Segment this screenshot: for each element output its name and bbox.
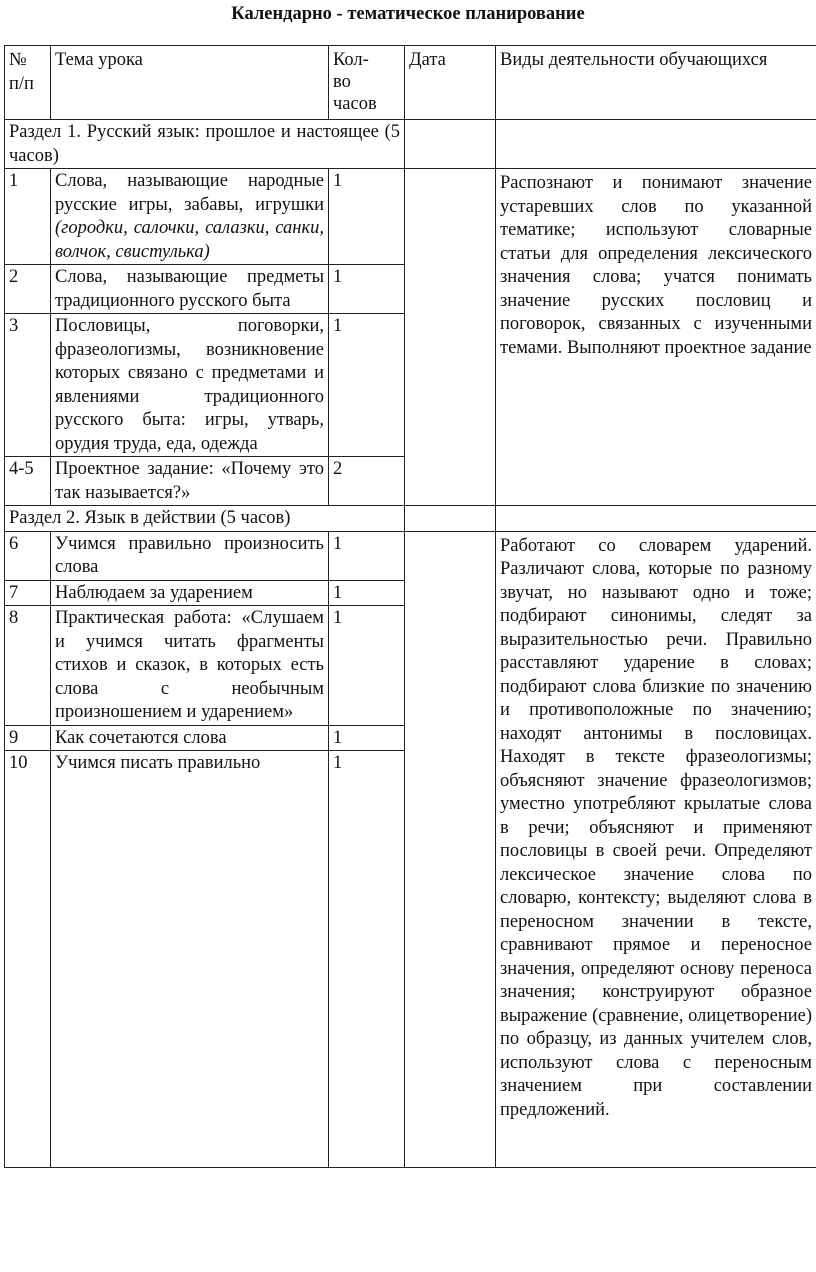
row-num: 9 <box>5 725 51 751</box>
date-cell <box>405 531 496 1168</box>
section-title: Раздел 2. Язык в действии (5 часов) <box>5 506 405 532</box>
header-hours-line-1: Кол- <box>333 50 369 70</box>
row-topic: Наблюдаем за ударением <box>51 580 329 606</box>
header-date: Дата <box>405 46 496 120</box>
row-num: 7 <box>5 580 51 606</box>
row-num: 1 <box>5 169 51 265</box>
table-row <box>5 169 816 265</box>
date-cell <box>405 120 496 169</box>
date-cell <box>405 506 496 532</box>
row-topic-text: Слова, называющие народные русские игры, забавы, игрушки <box>55 171 324 215</box>
header-num: № п/п <box>5 46 51 120</box>
planning-table <box>4 45 816 1168</box>
section-row <box>5 120 816 169</box>
row-num: 10 <box>5 751 51 1168</box>
row-hours: 1 <box>329 265 405 314</box>
row-hours: 1 <box>329 606 405 726</box>
row-num: 3 <box>5 314 51 457</box>
section-activities: Работают со словарем ударений. Различают слова, которые по разному звучат, но называют одно и тоже; подбирают синонимы, следят за выразительностью речи. Правильно расставляют ударение в словах; подбирают слова близкие по значению и противоположные по значению; находят антонимы в пословицах. Находят в тексте фразеологизмы; объясняют значение фразеологизмов; уместно употребляют крылатые слова в речи; объясняют и применяют пословицы в своей речи. Определяют лексическое значение слова по словарю, контексту; выделяют слова в переносном значении в тексте, сравнивают прямое и переносное значения, определяют основу переноса значения; конструируют образное выражение (сравнение, олицетворение) по образцу, из данных учителем слов, используют слова с переносным значением при составлении предложений. <box>496 531 816 1168</box>
row-hours: 1 <box>329 314 405 457</box>
row-topic <box>51 169 329 265</box>
row-hours: 1 <box>329 725 405 751</box>
header-hours <box>329 46 405 120</box>
page-title: Календарно - тематическое планирование <box>231 4 585 24</box>
row-topic: Как сочетаются слова <box>51 725 329 751</box>
row-topic: Учимся правильно произносить слова <box>51 531 329 580</box>
row-topic: Практическая работа: «Слушаем и учимся читать фрагменты стихов и сказок, в которых есть слова с необычным произношением и ударением» <box>51 606 329 726</box>
section-row <box>5 506 816 532</box>
row-hours: 1 <box>329 580 405 606</box>
row-hours: 1 <box>329 169 405 265</box>
row-topic: Проектное задание: «Почему это так называется?» <box>51 457 329 506</box>
section-activities: Распознают и понимают значение устаревших слов по указанной тематике; используют словарные статьи для определения лексического значения слова; учатся понимать значение русских пословиц и поговорок, связанных с изученными темами. Выполняют проектное задание <box>496 169 816 506</box>
header-hours-line-2: во <box>333 72 351 92</box>
row-topic: Учимся писать правильно <box>51 751 329 1168</box>
row-hours: 2 <box>329 457 405 506</box>
row-topic: Слова, называющие предметы традиционного русского быта <box>51 265 329 314</box>
activities-cell-empty <box>496 506 816 532</box>
table-row <box>5 531 816 580</box>
header-activities: Виды деятельности обучающихся <box>496 46 816 120</box>
row-topic-examples: (городки, салочки, салазки, санки, волчок, свистулька) <box>55 218 324 262</box>
section-title: Раздел 1. Русский язык: прошлое и настоящее (5 часов) <box>5 120 405 169</box>
row-num: 6 <box>5 531 51 580</box>
header-topic: Тема урока <box>51 46 329 120</box>
row-num: 8 <box>5 606 51 726</box>
row-num: 2 <box>5 265 51 314</box>
row-hours: 1 <box>329 751 405 1168</box>
row-num: 4-5 <box>5 457 51 506</box>
activities-cell-empty <box>496 120 816 169</box>
row-hours: 1 <box>329 531 405 580</box>
header-hours-line-3: часов <box>333 94 377 114</box>
row-topic: Пословицы, поговорки, фразеологизмы, возникновение которых связано с предметами и явлениями традиционного русского быта: игры, утварь, орудия труда, еда, одежда <box>51 314 329 457</box>
date-cell <box>405 169 496 506</box>
table-header-row <box>5 46 816 120</box>
